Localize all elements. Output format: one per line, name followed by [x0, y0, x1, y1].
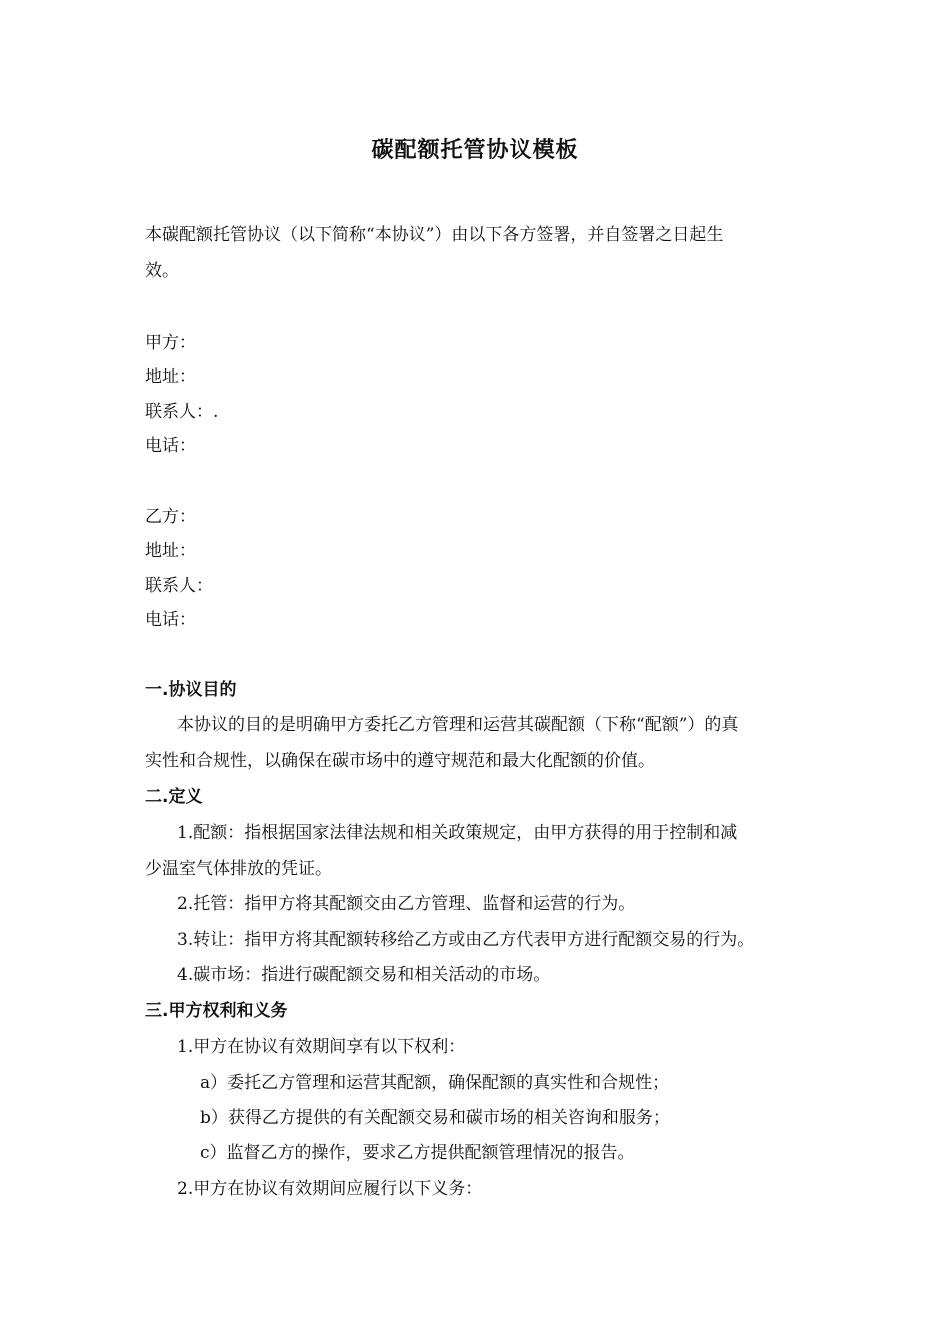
section-1-heading: 一.协议目的: [145, 680, 237, 700]
party-a-right-b: b）获得乙方提供的有关配额交易和碳市场的相关咨询和服务；: [200, 1108, 670, 1128]
party-b-contact-label: 联系人：: [145, 576, 213, 596]
party-a-duties-intro: 2.甲方在协议有效期间应履行以下义务：: [177, 1179, 483, 1199]
party-b-phone-label: 电话：: [145, 610, 196, 630]
definition-3: 3.转让：指甲方将其配额转移给乙方或由乙方代表甲方进行配额交易的行为。: [177, 930, 755, 950]
section-3-heading: 三.甲方权利和义务: [145, 1001, 288, 1021]
intro-line-2: 效。: [145, 261, 179, 281]
party-a-phone-label: 电话：: [145, 436, 196, 456]
party-a-address-label: 地址：: [145, 367, 196, 387]
party-a-name-label: 甲方：: [145, 333, 196, 353]
definition-2: 2.托管：指甲方将其配额交由乙方管理、监督和运营的行为。: [177, 894, 636, 914]
party-a-rights-intro: 1.甲方在协议有效期间享有以下权利：: [177, 1037, 466, 1057]
section-1-body-line-1: 本协议的目的是明确甲方委托乙方管理和运营其碳配额（下称“配额”）的真: [177, 715, 739, 735]
document-title: 碳配额托管协议模板: [371, 138, 579, 163]
section-2-heading: 二.定义: [145, 787, 203, 807]
party-a-right-c: c）监督乙方的操作，要求乙方提供配额管理情况的报告。: [200, 1143, 635, 1163]
definition-4: 4.碳市场：指进行碳配额交易和相关活动的市场。: [177, 965, 551, 985]
party-b-address-label: 地址：: [145, 541, 196, 561]
party-a-right-a: a）委托乙方管理和运营其配额，确保配额的真实性和合规性；: [200, 1073, 670, 1093]
intro-line-1: 本碳配额托管协议（以下简称“本协议”）由以下各方签署，并自签署之日起生: [145, 225, 724, 245]
definition-1-line-2: 少温室气体排放的凭证。: [145, 859, 332, 879]
party-b-name-label: 乙方：: [145, 507, 196, 527]
party-a-contact-label: 联系人：.: [145, 402, 219, 422]
section-1-body-line-2: 实性和合规性，以确保在碳市场中的遵守规范和最大化配额的价值。: [145, 751, 655, 771]
definition-1-line-1: 1.配额：指根据国家法律法规和相关政策规定，由甲方获得的用于控制和减: [177, 823, 738, 843]
